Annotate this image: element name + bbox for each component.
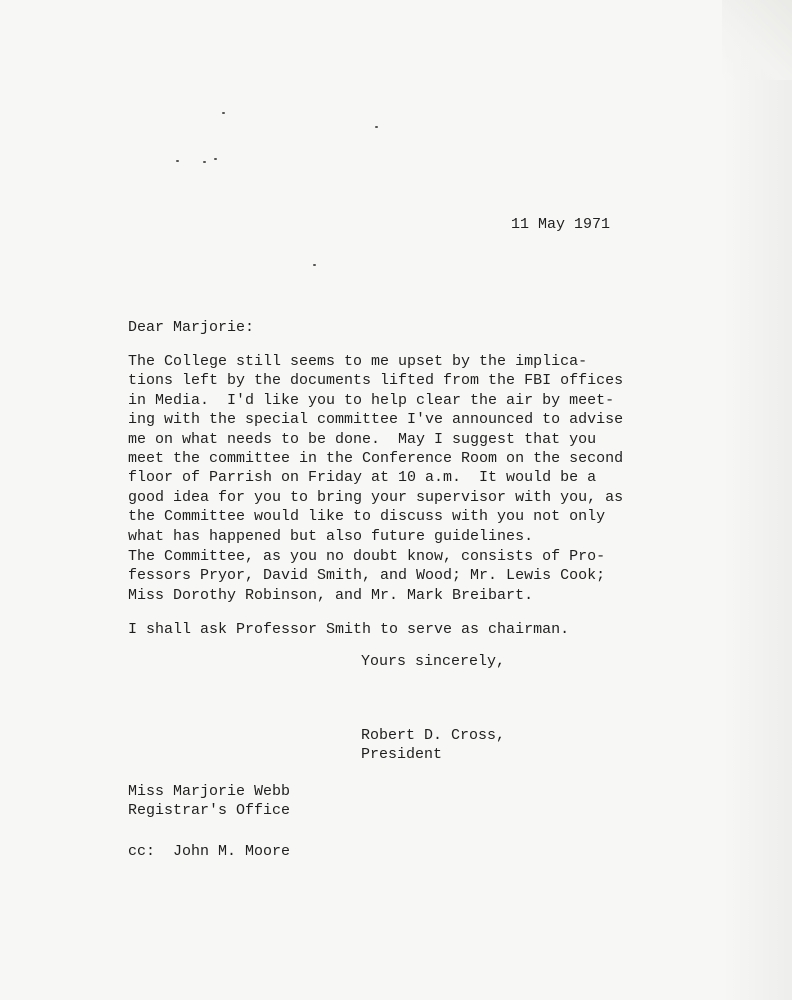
salutation: Dear Marjorie: (128, 319, 255, 336)
recipient-name: Miss Marjorie Webb (128, 783, 291, 800)
paragraph-line: meet the committee in the Conference Room on the second (128, 449, 624, 467)
paragraph-line: ing with the special committee I've announced to advise (128, 411, 624, 429)
paper-speck (313, 264, 316, 266)
paragraph-line: fessors Pryor, David Smith, and Wood; Mr. Lewis Cook; (128, 567, 606, 585)
paragraph-line: Miss Dorothy Robinson, and Mr. Mark Breibart. (128, 586, 534, 604)
paper-corner-curl (722, 0, 792, 80)
letter-date: 11 May 1971 (511, 216, 611, 233)
signer-title: President (361, 746, 443, 763)
paper-edge-shadow (722, 0, 792, 1000)
paragraph-line: me on what needs to be done. May I suggest that you (128, 430, 597, 448)
paragraph-line: good idea for you to bring your supervisor with you, as (128, 488, 624, 506)
complimentary-close: Yours sincerely, (361, 653, 506, 670)
paragraph-line: tions left by the documents lifted from the FBI offices (128, 372, 624, 390)
recipient-office: Registrar's Office (128, 802, 291, 819)
paper-speck (214, 158, 217, 160)
body-paragraph-1 (128, 352, 668, 546)
paper-speck (176, 160, 179, 162)
carbon-copy-line: cc: John M. Moore (128, 843, 291, 860)
paragraph-line: the Committee would like to discuss with you not only (128, 508, 606, 526)
paragraph-line: in Media. I'd like you to help clear the air by meet- (128, 391, 615, 409)
body-paragraph-3: I shall ask Professor Smith to serve as chairman. (128, 621, 570, 638)
paper-speck (375, 126, 378, 128)
paragraph-line: The Committee, as you no doubt know, consists of Pro- (128, 548, 606, 565)
paragraph-line: what has happened but also future guidelines. (128, 527, 534, 545)
paper-speck (222, 112, 225, 114)
signer-name: Robert D. Cross, (361, 727, 506, 744)
paper-speck (203, 161, 206, 163)
body-paragraph-2 (128, 547, 668, 605)
paragraph-line: floor of Parrish on Friday at 10 a.m. It would be a (128, 469, 597, 487)
paragraph-line: The College still seems to me upset by the implica- (128, 353, 588, 370)
